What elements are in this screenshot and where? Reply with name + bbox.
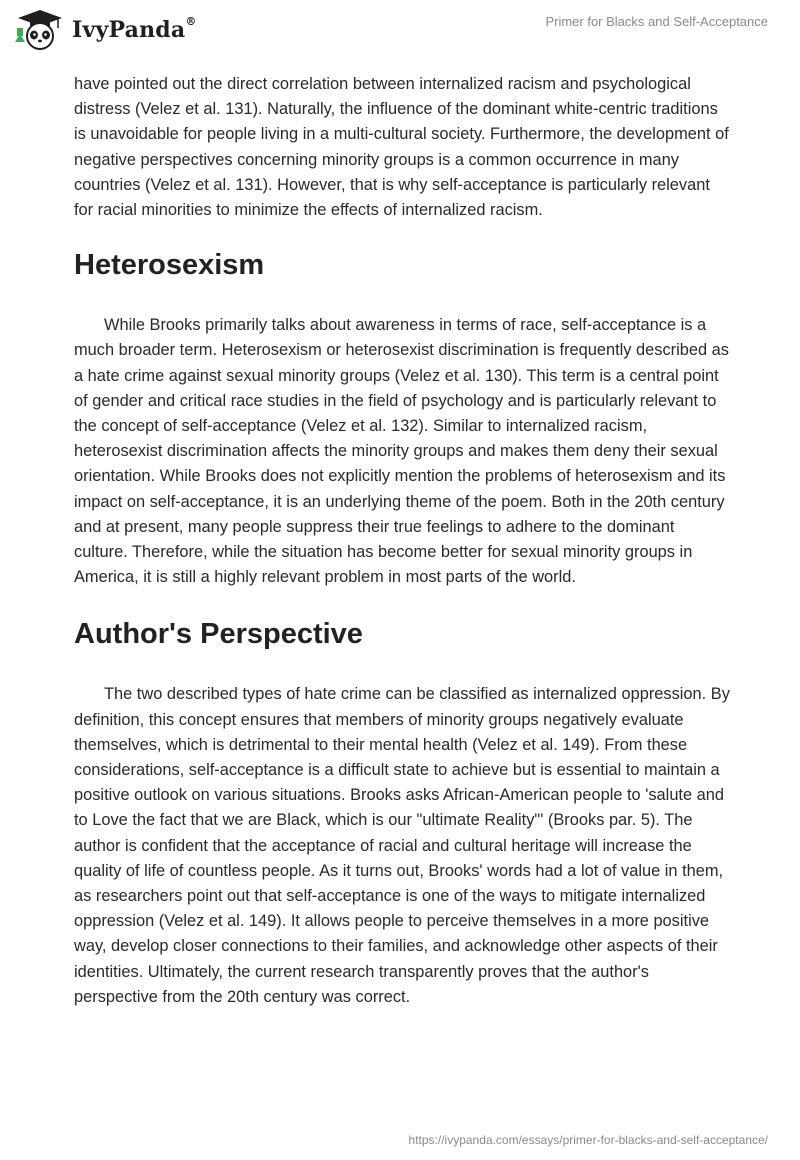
brand-name: IvyPanda® (72, 15, 197, 43)
page-header (0, 0, 800, 60)
panda-logo-icon (14, 8, 66, 52)
registered-mark: ® (185, 15, 197, 28)
source-url-link[interactable]: https://ivypanda.com/essays/primer-for-blacks-and-self-acceptance/ (408, 1133, 768, 1147)
intro-paragraph: have pointed out the direct correlation between internalized racism and psychological distress (Velez et al. 131). Naturally, the influence of the dominant white-centric traditions is unavoidable for people living in a multi-cultural society. Furthermore, the development of negative perspectives concerning minority groups is a common occurrence in many countries (Velez et al. 131). However, that is why self-acceptance is particularly relevant for racial minorities to minimize the effects of internalized racism. (74, 75, 729, 220)
authors-perspective-paragraph: The two described types of hate crime can be classified as internalized oppression. By definition, this concept ensures that members of minority groups negatively evaluate themselves, which is detrimental to their mental health (Velez et al. 149). From these considerations, self-acceptance is a difficult state to achieve but is essential to maintain a positive outlook on various situations. Brooks asks African-American people to 'salute and to Love the fact that we are Black, which is our "ultimate Reality"' (Brooks par. 5). The author is confident that the acceptance of racial and cultural heritage will increase the quality of life of countless people. As it turns out, Brooks' words had a lot of value in them, as researchers point out that self-acceptance is one of the ways to mitigate internalized oppression (Velez et al. 149). It allows people to perceive themselves in a more positive way, develop closer connections to their families, and acknowledge other aspects of their identities. Ultimately, the current research transparently proves that the author's perspective from the 20th century was correct. (74, 685, 730, 1006)
essay-body (74, 72, 730, 1010)
document-title: Primer for Blacks and Self-Acceptance (545, 14, 768, 29)
section-heading-heterosexism: Heterosexism (74, 249, 265, 282)
brand-logo[interactable] (14, 8, 197, 52)
section-heading-authors-perspective: Author's Perspective (74, 618, 363, 651)
heterosexism-paragraph: While Brooks primarily talks about awareness in terms of race, self-acceptance is a much broader term. Heterosexism or heterosexist discrimination is frequently described as a hate crime against sexual minority groups (Velez et al. 130). This term is a central point of gender and critical race studies in the field of psychology and is particularly relevant to the concept of self-acceptance (Velez et al. 132). Similar to internalized racism, heterosexist discrimination affects the minority groups and makes them deny their sexual orientation. While Brooks does not explicitly mention the problems of heterosexism and its impact on self-acceptance, it is an underlying theme of the poem. Both in the 20th century and at present, many people suppress their true feelings to adhere to the dominant culture. Therefore, while the situation has become better for sexual minority groups in America, it is still a highly relevant problem in most parts of the world. (74, 316, 729, 587)
